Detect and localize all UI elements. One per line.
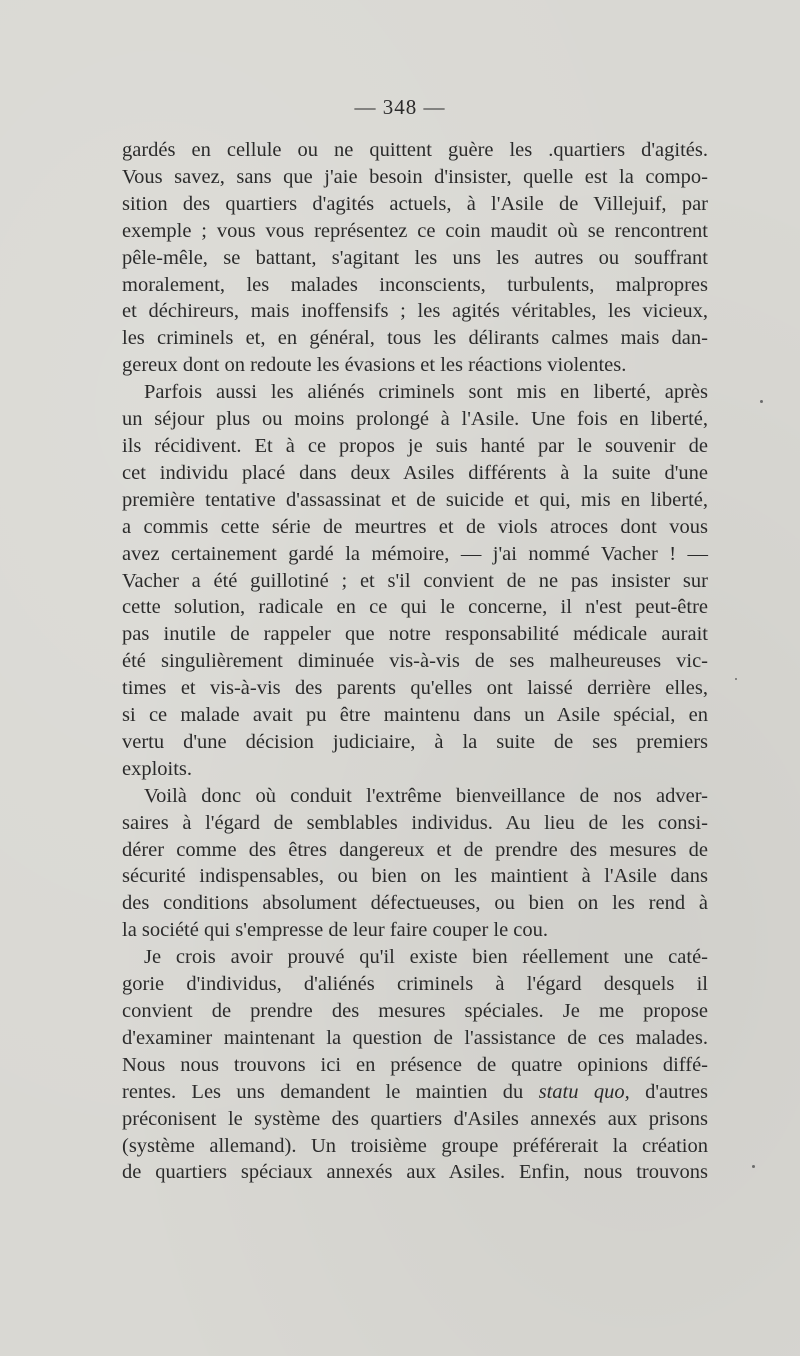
text-line: Vous savez, sans que j'aie besoin d'insister, quelle est la compo- xyxy=(122,165,708,188)
paper-speck xyxy=(760,400,763,403)
text-line: saires à l'égard de semblables individus. Au lieu de les consi- xyxy=(122,811,708,834)
text-line: exemple ; vous vous représentez ce coin maudit où se rencontrent xyxy=(122,219,708,242)
text-line: dérer comme des êtres dangereux et de prendre des mesures de xyxy=(122,838,708,861)
text-line: première tentative d'assassinat et de suicide et qui, mis en liberté, xyxy=(122,488,708,511)
text-line: Nous nous trouvons ici en présence de quatre opinions diffé- xyxy=(122,1053,708,1076)
paper-speck xyxy=(735,678,737,680)
text-line: sécurité indispensables, ou bien on les maintient à l'Asile dans xyxy=(122,865,708,888)
italic-phrase: statu quo, xyxy=(538,1080,630,1103)
text-line: pas inutile de rappeler que notre responsabilité médicale aurait xyxy=(122,623,708,646)
text-line: gereux dont on redoute les évasions et les réactions violentes. xyxy=(122,354,627,377)
text-line: de quartiers spéciaux annexés aux Asiles. Enfin, nous trouvons xyxy=(122,1161,708,1184)
text-line: ils récidivent. Et à ce propos je suis hanté par le souvenir de xyxy=(122,434,708,457)
text-line xyxy=(122,1079,708,1106)
text-line: convient de prendre des mesures spéciales. Je me propose xyxy=(122,1000,708,1022)
text-line: cet individu placé dans deux Asiles différents à la suite d'une xyxy=(122,461,708,484)
text-line: des conditions absolument défectueuses, ou bien on les rend à xyxy=(122,892,708,915)
text-line: pêle-mêle, se battant, s'agitant les uns les autres ou souffrant xyxy=(122,246,708,269)
text-line: Voilà donc où conduit l'extrême bienveillance de nos adver- xyxy=(144,784,708,807)
text-line: les criminels et, en général, tous les délirants calmes mais dan- xyxy=(122,327,708,350)
text-line: un séjour plus ou moins prolongé à l'Asile. Une fois en liberté, xyxy=(122,408,708,431)
text-segment: d'autres xyxy=(629,1080,708,1103)
paper-speck xyxy=(752,1165,755,1168)
text-line: Vacher a été guillotiné ; et s'il convient de ne pas insister sur xyxy=(122,569,708,592)
text-line: exploits. xyxy=(122,757,193,780)
text-line: et déchireurs, mais inoffensifs ; les agités véritables, les vicieux, xyxy=(122,300,708,323)
text-line: moralement, les malades inconscients, turbulents, malpropres xyxy=(122,273,708,296)
text-line: Parfois aussi les aliénés criminels sont mis en liberté, après xyxy=(144,381,708,404)
text-line: cette solution, radicale en ce qui le concerne, il n'est peut-être xyxy=(122,596,708,619)
text-line: préconisent le système des quartiers d'Asiles annexés aux prisons xyxy=(122,1107,708,1130)
text-line: sition des quartiers d'agités actuels, à l'Asile de Villejuif, par xyxy=(122,192,708,215)
text-segment: rentes. Les uns demandent le maintien du xyxy=(122,1080,539,1103)
text-line: été singulièrement diminuée vis-à-vis de ses malheureuses vic- xyxy=(122,650,708,673)
text-line: avez certainement gardé la mémoire, — j'ai nommé Vacher ! — xyxy=(122,542,708,565)
text-line: la société qui s'empresse de leur faire couper le cou. xyxy=(122,919,549,942)
text-line: gorie d'individus, d'aliénés criminels à l'égard desquels il xyxy=(122,973,708,996)
text-line: vertu d'une décision judiciaire, à la suite de ses premiers xyxy=(122,730,708,753)
page-number: — 348 — xyxy=(354,95,446,119)
text-line: Je crois avoir prouvé qu'il existe bien réellement une caté- xyxy=(144,946,708,969)
text-line: gardés en cellule ou ne quittent guère les .quartiers d'agités. xyxy=(122,139,708,161)
text-line: si ce malade avait pu être maintenu dans un Asile spécial, en xyxy=(122,704,708,727)
text-line: a commis cette série de meurtres et de viols atroces dont vous xyxy=(122,515,708,538)
body-text xyxy=(122,137,708,1186)
text-line: (système allemand). Un troisième groupe préférerait la création xyxy=(122,1134,708,1157)
text-line: d'examiner maintenant la question de l'assistance de ces malades. xyxy=(122,1026,708,1049)
text-line: times et vis-à-vis des parents qu'elles ont laissé derrière elles, xyxy=(122,677,708,700)
